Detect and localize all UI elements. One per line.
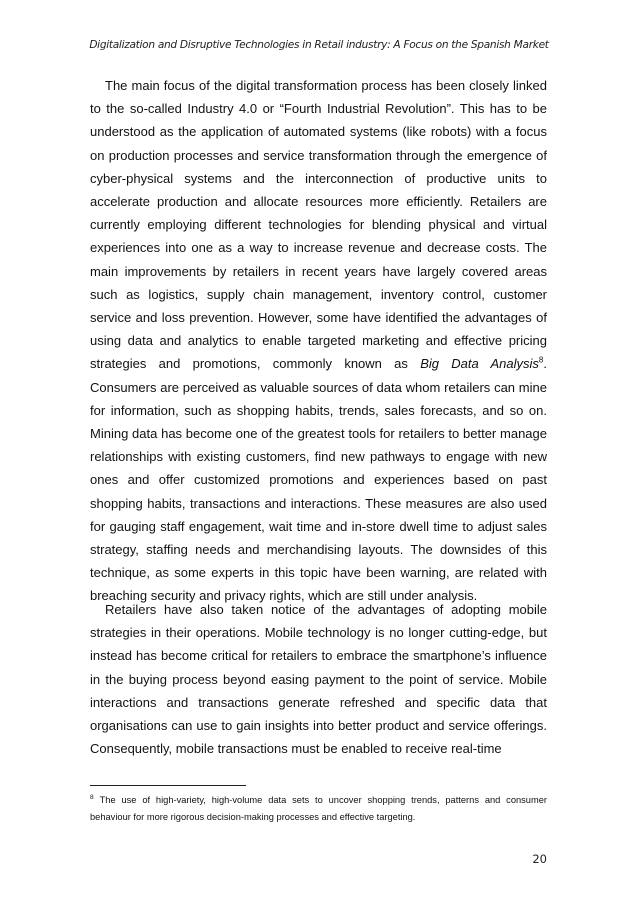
- running-header: Digitalization and Disruptive Technologies in Retail industry: A Focus on the Spanish Market: [89, 39, 549, 51]
- footnote-marker: 8: [90, 793, 94, 801]
- paragraph-1-text-before: The main focus of the digital transformation process has been closely linked to the so-called Industry 4.0 or “Fourth Industrial Revolution”. This has to be understood as the application of automated systems (like robots) with a focus on production processes and service transformation through the emergence of cyber-physical systems and the interconnection of productive units to accelerate production and allocate resources more efficiently. Retailers are currently employing different technologies for blending physical and virtual experiences into one as a way to increase revenue and decrease costs. The main improvements by retailers in recent years have largely covered areas such as logistics, supply chain management, inventory control, customer service and loss prevention. However, some have identified the advantages of using data and analytics to enable targeted marketing and effective pricing strategies and promotions, commonly known as: [90, 78, 547, 372]
- big-data-analysis-term: Big Data Analysis: [420, 356, 539, 372]
- footnote-divider: [90, 785, 246, 786]
- footnote-text: The use of high-variety, high-volume data sets to uncover shopping trends, patterns and consumer behaviour for more rigorous decision-making processes and effective targeting.: [90, 795, 547, 822]
- footnote-reference[interactable]: 8: [538, 356, 544, 366]
- page-number: 20: [532, 852, 547, 866]
- paragraph-2-text: Retailers have also taken notice of the advantages of adopting mobile strategies in their operations. Mobile technology is no longer cutting-edge, but instead has become critical for retailers to embrace the smartphone’s influence in the buying process beyond easing payment to the point of service. Mobile interactions and transactions generate refreshed and specific data that organisations can use to gain insights into better product and service offerings. Consequently, mobile transactions must be enabled to receive real-time: [90, 602, 547, 757]
- footnote: [90, 792, 547, 826]
- paragraph-1-text-after: . Consumers are perceived as valuable sources of data whom retailers can mine for information, such as shopping habits, trends, sales forecasts, and so on. Mining data has become one of the greatest tools for retailers to better manage relationships with existing customers, find new pathways to engage with new ones and offer customized promotions and experiences based on past shopping habits, transactions and interactions. These measures are also used for gauging staff engagement, wait time and in-store dwell time to adjust sales strategy, staffing needs and merchandising layouts. The downsides of this technique, as some experts in this topic have been warning, are related with breaching security and privacy rights, which are still under analysis.: [90, 356, 547, 604]
- body-paragraph-1: [90, 74, 547, 608]
- body-paragraph-2: [90, 598, 547, 760]
